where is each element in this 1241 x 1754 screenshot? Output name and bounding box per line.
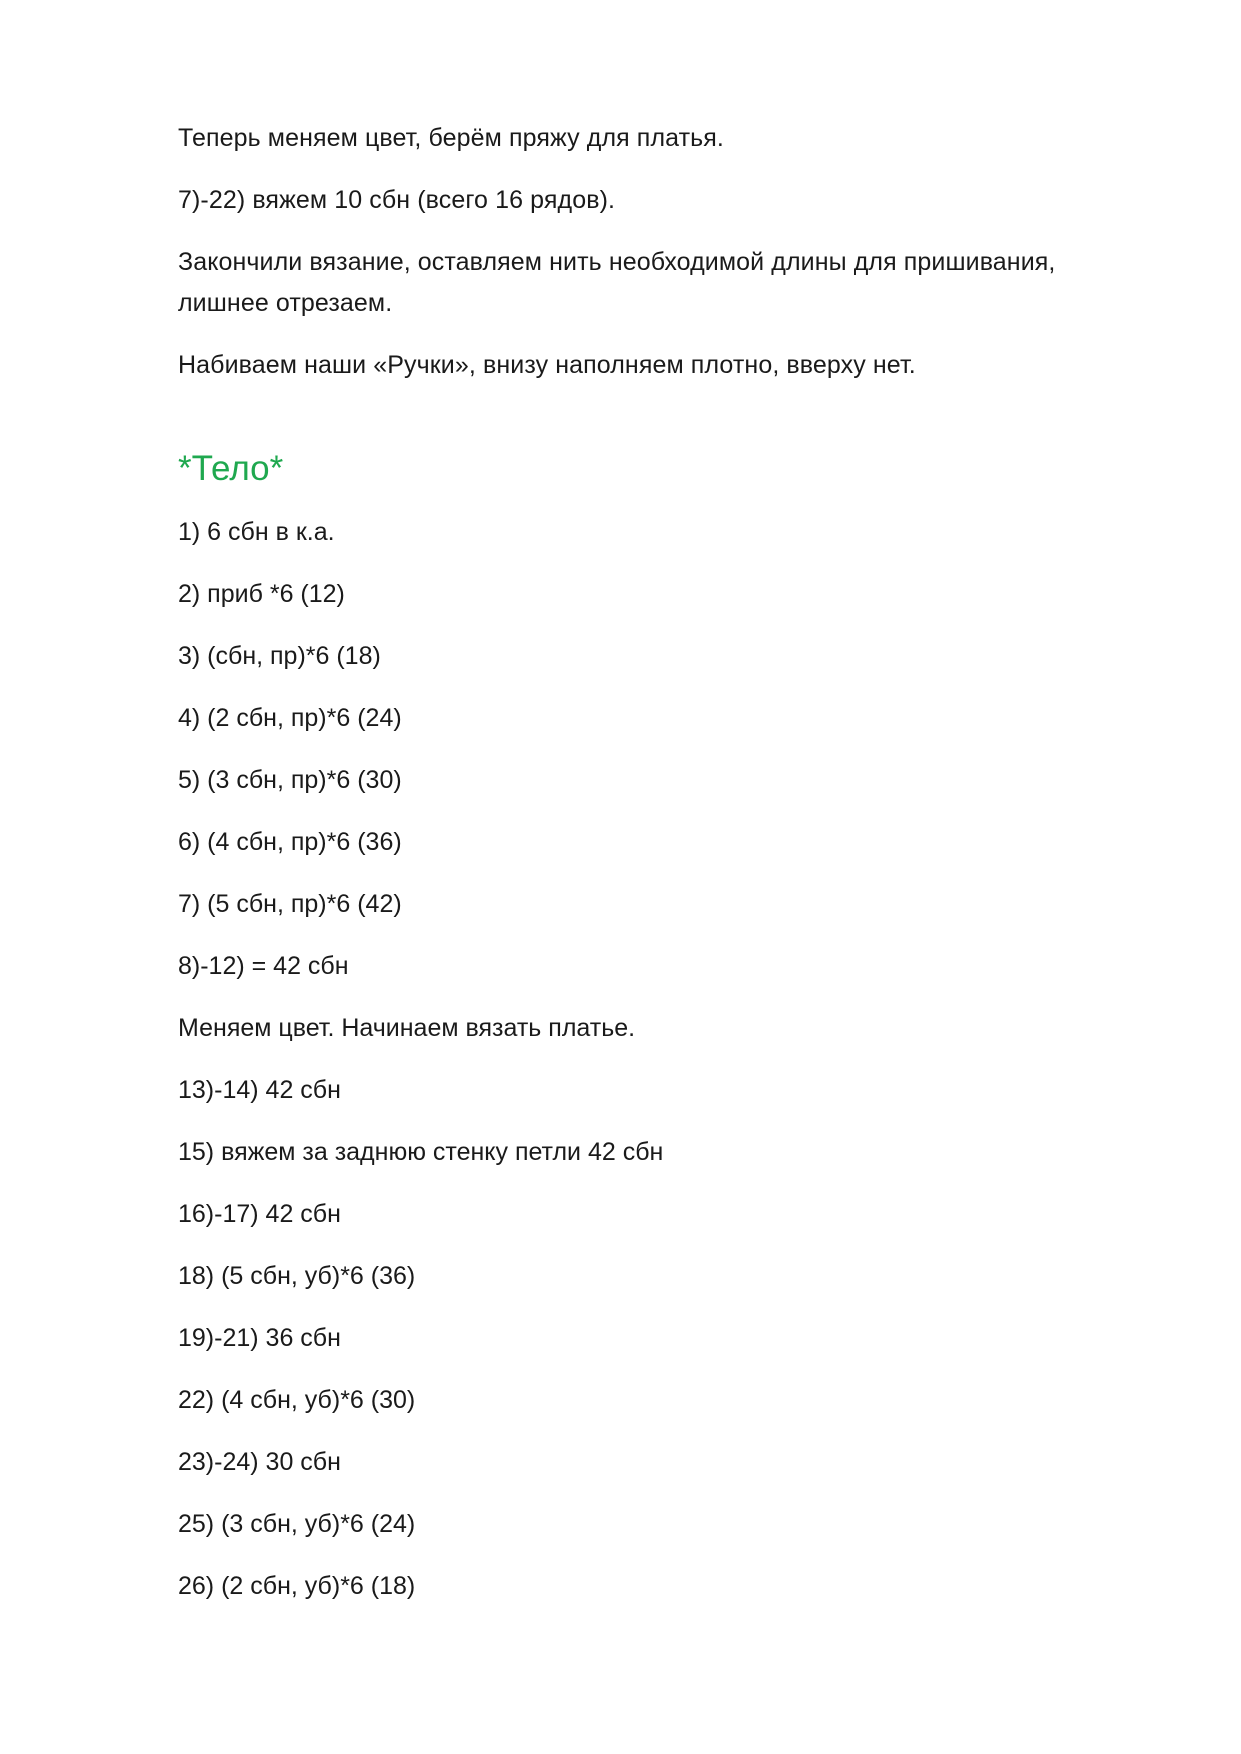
- pattern-row: 15) вяжем за заднюю стенку петли 42 сбн: [178, 1138, 664, 1166]
- pattern-row: 25) (3 сбн, уб)*6 (24): [178, 1510, 416, 1538]
- paragraph-rows-7-22: 7)-22) вяжем 10 сбн (всего 16 рядов).: [178, 186, 616, 214]
- pattern-row: 7) (5 сбн, пр)*6 (42): [178, 890, 402, 918]
- paragraph-stuffing: Набиваем наши «Ручки», внизу наполняем плотно, вверху нет.: [178, 351, 916, 379]
- pattern-row: 8)-12) = 42 сбн: [178, 952, 349, 980]
- pattern-row: 16)-17) 42 сбн: [178, 1200, 341, 1228]
- pattern-row: 23)-24) 30 сбн: [178, 1448, 341, 1476]
- document-body: [178, 118, 1128, 1628]
- pattern-row: 1) 6 сбн в к.а.: [178, 518, 335, 546]
- section-heading-body: *Тело*: [178, 449, 284, 488]
- pattern-row: 22) (4 сбн, уб)*6 (30): [178, 1386, 416, 1414]
- pattern-note: Меняем цвет. Начинаем вязать платье.: [178, 1014, 636, 1042]
- pattern-row: 6) (4 сбн, пр)*6 (36): [178, 828, 402, 856]
- pattern-row: 4) (2 сбн, пр)*6 (24): [178, 704, 402, 732]
- pattern-row: 26) (2 сбн, уб)*6 (18): [178, 1572, 416, 1600]
- pattern-row: 13)-14) 42 сбн: [178, 1076, 341, 1104]
- pattern-row: 2) приб *6 (12): [178, 580, 345, 608]
- pattern-row: 19)-21) 36 сбн: [178, 1324, 341, 1352]
- pattern-row: 5) (3 сбн, пр)*6 (30): [178, 766, 402, 794]
- paragraph-finish-knitting: Закончили вязание, оставляем нить необходимой длины для пришивания, лишнее отрезаем.: [178, 248, 1056, 317]
- pattern-row: 18) (5 сбн, уб)*6 (36): [178, 1262, 416, 1290]
- pattern-rows-list: [178, 512, 1128, 1607]
- pattern-row: 3) (сбн, пр)*6 (18): [178, 642, 381, 670]
- paragraph-change-color: Теперь меняем цвет, берём пряжу для платья.: [178, 124, 724, 152]
